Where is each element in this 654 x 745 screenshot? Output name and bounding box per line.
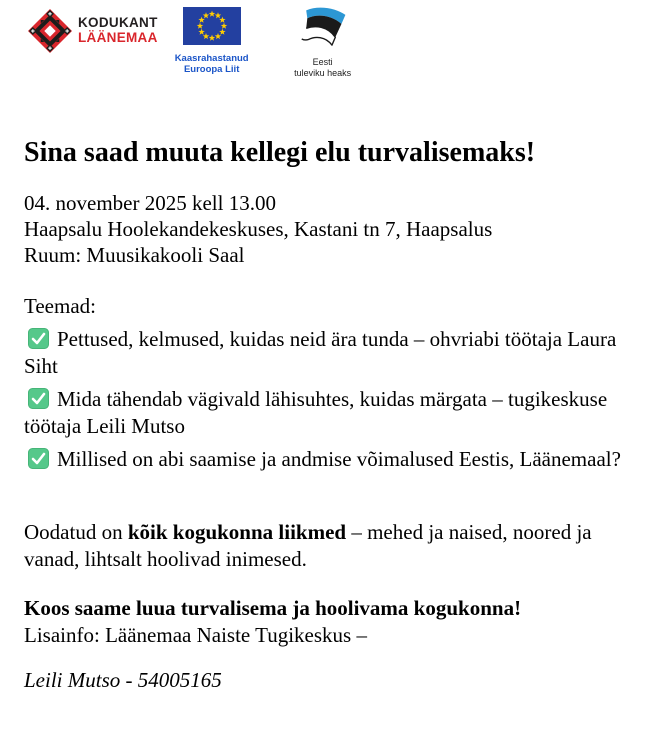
check-icon xyxy=(28,328,49,349)
topic-item xyxy=(24,446,630,473)
topic-text: Mida tähendab vägivald lähisuhtes, kuidas märgata – tugikeskuse töötaja Leili Mutso xyxy=(24,387,608,438)
kodukant-logo-line2: LÄÄNEMAA xyxy=(78,30,158,45)
topic-text: Millised on abi saamise ja andmise võimalused Eestis, Läänemaal? xyxy=(57,447,621,471)
estonia-caption-line1: Eesti xyxy=(312,57,333,67)
estonia-swallow-icon xyxy=(295,7,351,53)
event-datetime: 04. november 2025 kell 13.00 xyxy=(24,191,276,215)
closing-slogan: Koos saame luua turvalisema ja hoolivama kogukonna! xyxy=(24,596,522,620)
event-room: Ruum: Muusikakooli Saal xyxy=(24,243,245,267)
audience-suffix: – mehed ja naised, noored ja vanad, lihtsalt hoolivad inimesed. xyxy=(24,520,592,571)
kodukant-logo-text xyxy=(78,15,158,45)
contact-line: Leili Mutso - 54005165 xyxy=(24,668,222,692)
audience-bold: kõik kogukonna liikmed xyxy=(127,520,347,544)
kodukant-laanemaa-logo xyxy=(28,7,158,53)
topics-heading: Teemad: xyxy=(24,294,96,318)
page-title: Sina saad muuta kellegi elu turvalisemaks! xyxy=(24,137,536,168)
eu-flag-icon xyxy=(183,7,241,45)
eesti-tuleviku-heaks-logo xyxy=(280,7,366,78)
estonia-logo-caption xyxy=(294,57,351,78)
topic-item xyxy=(24,326,630,380)
closing-info: Lisainfo: Läänemaa Naiste Tugikeskus – xyxy=(24,623,367,647)
audience-paragraph xyxy=(24,519,630,573)
eu-cofunded-logo xyxy=(168,7,256,75)
check-icon xyxy=(28,448,49,469)
topic-item xyxy=(24,386,630,440)
kodukant-quilt-icon xyxy=(28,9,72,53)
audience-prefix: Oodatud on xyxy=(24,520,128,544)
eu-caption-line1: Kaasrahastanud xyxy=(174,53,249,64)
logo-row xyxy=(24,0,630,83)
event-details xyxy=(24,190,630,268)
kodukant-logo-line1: KODUKANT xyxy=(78,15,158,30)
topic-text: Pettused, kelmused, kuidas neid ära tunda – ohvriabi töötaja Laura Siht xyxy=(24,327,617,378)
event-location: Haapsalu Hoolekandekeskuses, Kastani tn 7, Haapsalus xyxy=(24,217,493,241)
eu-logo-caption xyxy=(175,53,249,75)
eu-caption-line2: Euroopa Liit xyxy=(183,64,240,75)
check-icon xyxy=(28,388,49,409)
estonia-caption-line2: tuleviku heaks xyxy=(294,67,352,78)
